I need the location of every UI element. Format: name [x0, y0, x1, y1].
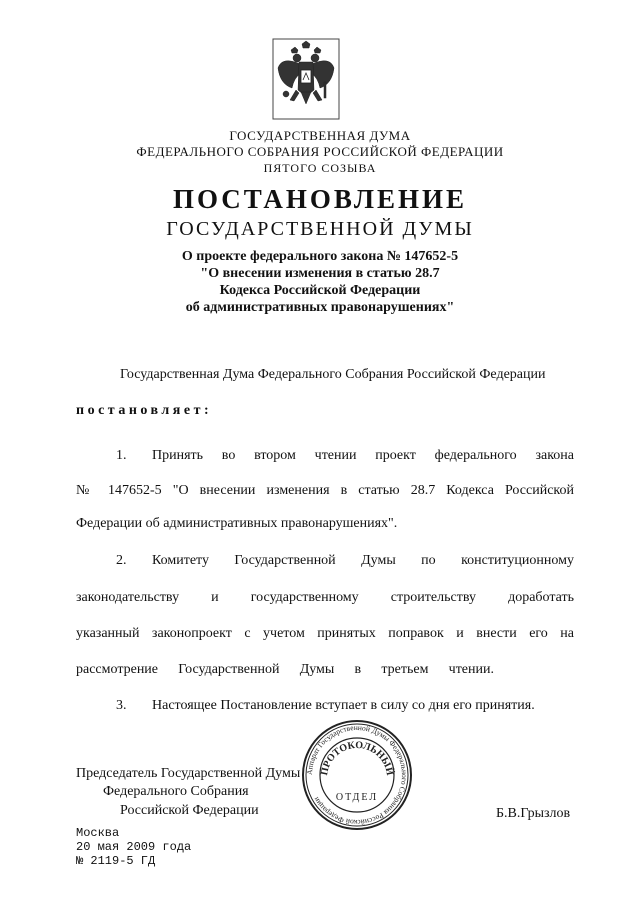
intro-paragraph: Государственная Дума Федерального Собрания Российской Федерации [120, 367, 546, 382]
item-text: Принять во втором чтении проект федерального закона [152, 448, 574, 463]
registration-number: № 2119-5 ГД [76, 854, 156, 868]
item-2-line: законодательству и государственному строительству доработать [76, 590, 574, 605]
decree-verb: постановляет: [76, 403, 213, 418]
signatory-title: Российской Федерации [120, 803, 259, 818]
stamp-center-text: ПРОТОКОЛЬНЫЙ [318, 739, 396, 777]
subject-line: Кодекса Российской Федерации [219, 283, 421, 298]
subject-line: О проекте федерального закона № 147652-5 [181, 249, 459, 264]
item-text: Комитету Государственной Думы по конституционному [152, 553, 574, 568]
item-number: 3. [116, 698, 127, 713]
item-number: 1. [116, 448, 127, 463]
stamp-ring-text: Аппарат Государственной Думы Федерального Собрания Российской Федерации [304, 722, 410, 828]
signatory-title: Председатель Государственной Думы [76, 766, 301, 781]
signatory-name: Б.В.Грызлов [496, 806, 571, 821]
item-3-line [76, 698, 535, 714]
city: Москва [76, 826, 120, 840]
document-subtitle: ГОСУДАРСТВЕННОЙ ДУМЫ [166, 218, 474, 240]
document-title: ПОСТАНОВЛЕНИЕ [172, 184, 468, 214]
convocation: ПЯТОГО СОЗЫВА [263, 161, 377, 175]
subject-line: об административных правонарушениях" [185, 300, 455, 315]
organization-name: ГОСУДАРСТВЕННАЯ ДУМА [229, 128, 411, 143]
coat-of-arms-emblem [272, 38, 340, 120]
subject-line: "О внесении изменения в статью 28.7 [200, 266, 440, 281]
item-number: 2. [116, 553, 127, 568]
organization-assembly: ФЕДЕРАЛЬНОГО СОБРАНИЯ РОССИЙСКОЙ ФЕДЕРАЦИИ [136, 144, 504, 159]
svg-text:ПРОТОКОЛЬНЫЙ [319, 740, 396, 777]
item-text: Настоящее Постановление вступает в силу со дня его принятия. [152, 698, 535, 713]
protocol-department-stamp [300, 718, 414, 832]
item-1-line [76, 448, 574, 464]
stamp-center-text: ОТДЕЛ [335, 792, 379, 803]
item-2-line: рассмотрение Государственной Думы в третьем чтении. [76, 662, 494, 677]
item-1-line: № 147652-5 "О внесении изменения в статью 28.7 Кодекса Российской [76, 483, 574, 498]
item-2-line: указанный законопроект с учетом принятых поправок и внести его на [76, 626, 574, 641]
item-2-line [76, 553, 574, 569]
document-date: 20 мая 2009 года [76, 840, 192, 854]
item-1-line: Федерации об административных правонарушениях". [76, 516, 398, 531]
signatory-title: Федерального Собрания [103, 784, 249, 799]
